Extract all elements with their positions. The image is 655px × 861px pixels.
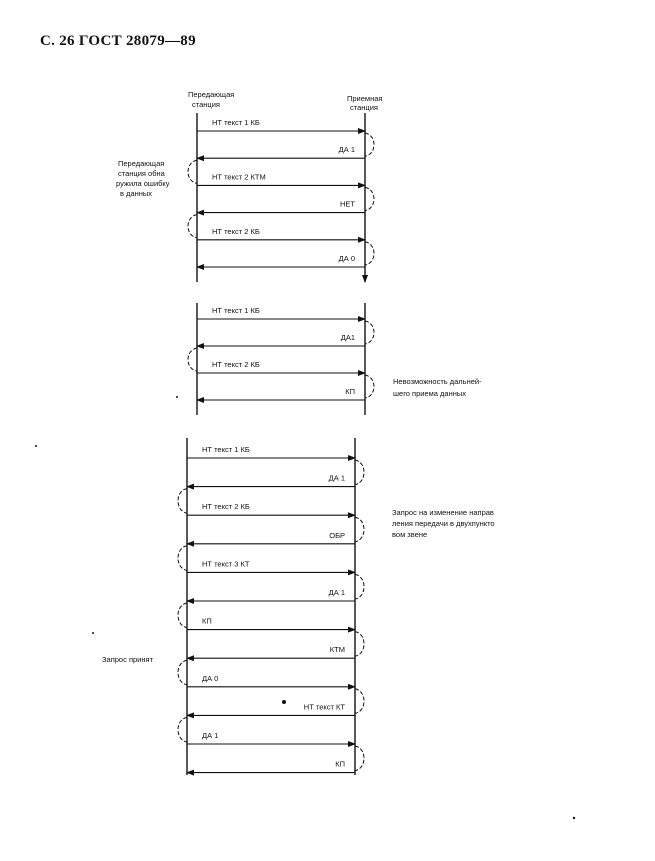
message-label: НТ текст 2 КБ bbox=[212, 226, 260, 236]
turnaround-loop bbox=[355, 632, 364, 657]
turnaround-loop bbox=[355, 574, 364, 599]
turnaround-loop bbox=[178, 660, 187, 685]
message-label: ДА 1 bbox=[328, 588, 345, 597]
message-label: ДА 1 bbox=[328, 473, 345, 483]
turnaround-loop bbox=[178, 717, 187, 742]
note-1-line4: в данных bbox=[120, 189, 153, 198]
turnaround-loop bbox=[355, 746, 364, 771]
note-3-line2: ления передачи в двухпункто bbox=[392, 519, 495, 528]
page-header: С. 26 ГОСТ 28079—89 bbox=[40, 33, 196, 49]
turnaround-loop bbox=[365, 187, 374, 210]
speck bbox=[35, 445, 37, 447]
turnaround-loop bbox=[365, 375, 374, 398]
sequence-diagram-3 bbox=[102, 438, 495, 775]
note-2-line1: Невозможность дальней- bbox=[393, 377, 482, 386]
message-label: НТ текст 2 КТМ bbox=[212, 172, 266, 182]
message-label: КП bbox=[345, 387, 355, 396]
note-4-line1: Запрос принят bbox=[102, 655, 153, 664]
sequence-diagram-2 bbox=[188, 303, 482, 415]
note-1-line3: ружила ошибку bbox=[116, 179, 170, 188]
message-label: НТ текст 1 КБ bbox=[202, 445, 250, 454]
message-label: ОБР bbox=[329, 530, 345, 540]
message-label: ДА 0 bbox=[338, 254, 355, 263]
turnaround-loop bbox=[188, 160, 197, 183]
turnaround-loop bbox=[355, 460, 364, 485]
note-1-line2: станция обна bbox=[118, 169, 165, 178]
turnaround-loop bbox=[188, 348, 197, 371]
message-label: ДА 1 bbox=[338, 145, 355, 155]
speck bbox=[92, 632, 94, 634]
turnaround-loop bbox=[365, 242, 374, 265]
message-label: КТМ bbox=[329, 645, 345, 655]
message-label: КП bbox=[202, 616, 212, 626]
speck bbox=[176, 396, 178, 398]
message-label: НТ текст 1 КБ bbox=[212, 118, 260, 127]
turnaround-loop bbox=[365, 321, 374, 344]
note-3-line3: вом звене bbox=[392, 530, 428, 539]
left-station-header-line2: станция bbox=[192, 100, 220, 109]
message-label: НЕТ bbox=[340, 199, 355, 209]
turnaround-loop bbox=[178, 489, 187, 514]
message-label: КП bbox=[335, 759, 345, 769]
message-label: ДА 0 bbox=[202, 673, 219, 683]
message-label: НТ текст КТ bbox=[303, 702, 345, 712]
speck bbox=[282, 700, 286, 704]
message-label: НТ текст 3 КТ bbox=[202, 559, 250, 569]
message-label: ДА1 bbox=[340, 333, 355, 342]
turnaround-loop bbox=[178, 546, 187, 571]
right-station-header-line2: станция bbox=[350, 103, 378, 112]
turnaround-loop bbox=[355, 517, 364, 542]
turnaround-loop bbox=[178, 603, 187, 628]
turnaround-loop bbox=[188, 215, 197, 238]
turnaround-loop bbox=[355, 689, 364, 714]
message-label: НТ текст 1 КБ bbox=[212, 306, 260, 315]
note-3-line1: Запрос на изменение направ bbox=[392, 508, 494, 517]
note-2-line2: шего приема данных bbox=[393, 389, 466, 398]
turnaround-loop bbox=[365, 133, 374, 156]
message-label: НТ текст 2 КБ bbox=[212, 360, 260, 369]
left-station-header-line1: Передающая bbox=[188, 90, 235, 99]
note-1-line1: Передающая bbox=[118, 159, 165, 168]
sequence-diagram-1 bbox=[116, 113, 374, 282]
message-label: ДА 1 bbox=[202, 731, 219, 740]
message-label: НТ текст 2 КБ bbox=[202, 502, 250, 512]
speck bbox=[573, 817, 575, 819]
right-station-header-line1: Приемная bbox=[347, 94, 383, 103]
